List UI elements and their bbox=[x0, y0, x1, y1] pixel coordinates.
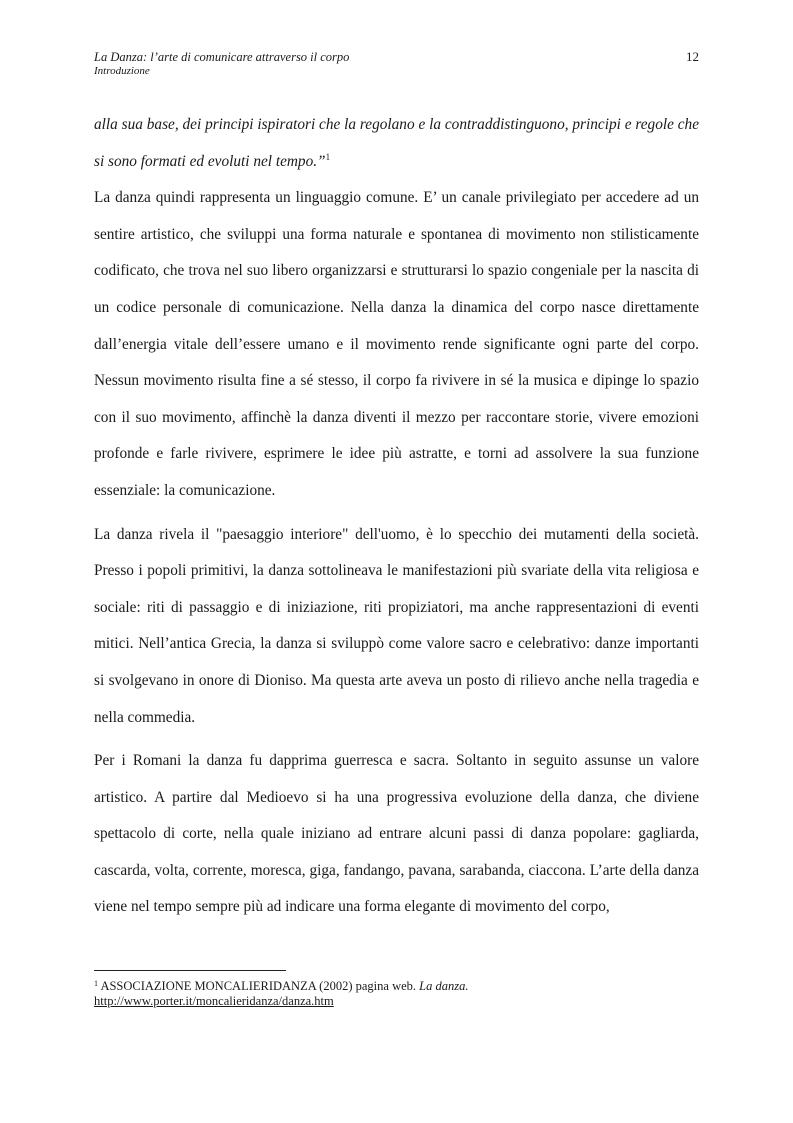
quote-text: alla sua base, dei principi ispiratori che la regolano e la contraddistinguono, principi e regole che si sono formati ed evoluti nel tempo.” bbox=[94, 116, 699, 170]
footnote-reference[interactable]: 1 bbox=[325, 151, 331, 162]
footnote-text: ASSOCIAZIONE MONCALIERIDANZA (2002) pagina web. bbox=[100, 979, 420, 993]
footnote-url-link[interactable]: http://www.porter.it/moncalieridanza/danza.htm bbox=[94, 994, 334, 1008]
page-number: 12 bbox=[686, 49, 699, 64]
footnote bbox=[94, 979, 699, 1009]
footnote-number: 1 bbox=[94, 979, 98, 988]
chapter-name: Introduzione bbox=[94, 65, 150, 77]
paragraph: Per i Romani la danza fu dapprima guerresca e sacra. Soltanto in seguito assunse un valore artistico. A partire dal Medioevo si ha una progressiva evoluzione della danza, che diviene spettacolo di corte, nella quale iniziano ad entrare alcuni passi di danza popolare: gagliarda, cascarda, volta, corrente, moresca, giga, fandango, pavana, sarabanda, ciaccona. L’arte della danza viene nel tempo sempre più ad indicare una forma elegante di movimento del corpo, bbox=[94, 752, 699, 916]
page-header bbox=[94, 50, 699, 78]
body-text bbox=[94, 107, 699, 933]
quote-paragraph bbox=[94, 107, 699, 180]
footnote-citation bbox=[94, 979, 699, 994]
running-title: La Danza: l’arte di comunicare attraverso il corpo bbox=[94, 50, 350, 64]
footnote-title: La danza. bbox=[419, 979, 469, 993]
paragraph: La danza rivela il "paesaggio interiore" dell'uomo, è lo specchio dei mutamenti della società. Presso i popoli primitivi, la danza sottolineava le manifestazioni più svariate della vita religiosa e sociale: riti di passaggio e di iniziazione, riti propiziatori, ma anche rappresentazioni di eventi mitici. Nell’antica Grecia, la danza si sviluppò come valore sacro e celebrativo: danze importanti si svolgevano in onore di Dioniso. Ma questa arte aveva un posto di rilievo anche nella tragedia e nella commedia. bbox=[94, 525, 699, 726]
paragraph: La danza quindi rappresenta un linguaggio comune. E’ un canale privilegiato per accedere ad un sentire artistico, che sviluppi una forma naturale e spontanea di movimento non stilisticamente codificato, che trova nel suo libero organizzarsi e strutturarsi lo spazio congeniale per la nascita di un codice personale di comunicazione. Nella danza la dinamica del corpo nasce direttamente dall’energia vitale dell’essere umano e il movimento rende significante ogni parte del corpo. Nessun movimento risulta fine a sé stesso, il corpo fa rivivere in sé la musica e dipinge lo spazio con il suo movimento, affinchè la danza diventi il mezzo per raccontare storie, vivere emozioni profonde e farle rivivere, esprimere le idee più astratte, e torni ad assolvere la sua funzione essenziale: la comunicazione. bbox=[94, 189, 699, 499]
footnote-divider bbox=[94, 970, 286, 971]
